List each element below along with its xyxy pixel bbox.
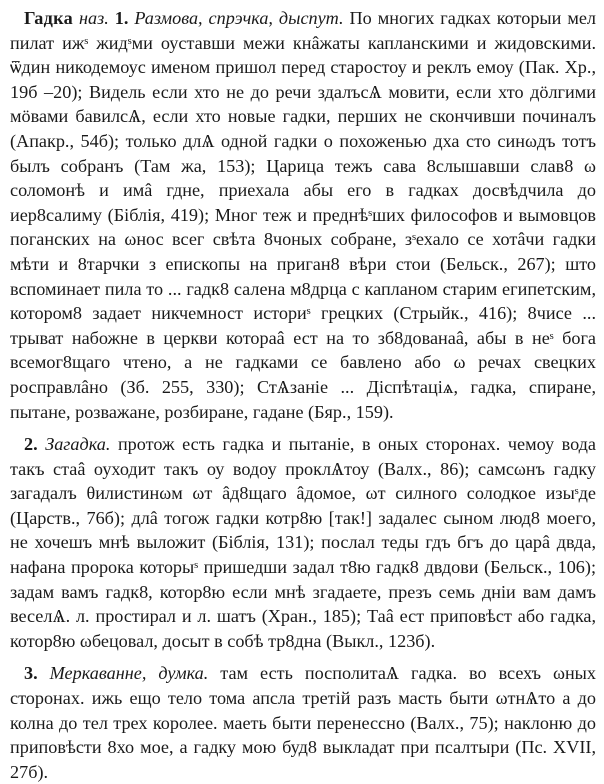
dictionary-entry: [10, 6, 596, 784]
sense-definition: Меркаванне, думка.: [49, 663, 209, 684]
grammar-label: наз.: [79, 8, 109, 28]
sense-2: [10, 432, 596, 653]
sense-citations: протож есть гадка и пытаніе, в оных сторонах. чемоу вода такъ стаâ оуходит такъ оу водоу проклѦтоу (Валх., 86); самсωнъ гадку загадалъ θилистинωм ωт âд8щаго âдомое, ωт силного солодкое изыˢде (Царств., 76б); длâ тогож гадки котр8ю [так!] задалес сыном люд8 моего, не хочешъ мнѣ выложит (Біблія, 131); послал теды гдъ бгъ до царâ двда, нафана пророка которыˢ пришедши задал т8ю гадк8 двдови (Бельск., 106); задам вамъ гадк8, котор8ю если мнѣ згадаете, презъ семь днiи вам дамъ веселѦ. л. простирал и л. шатъ (Хран., 185); Таâ ест приповѣст або гадка, котор8ю ωбецовал, досыт в собѣ тр8дна (Выкл., 123б).: [10, 434, 596, 651]
sense-definition: Размова, спрэчка, дыспут.: [134, 8, 344, 28]
sense-citations: там есть посполитаѦ гадка. во всехъ ωных сторонах. ижь ещо тело тома апсла третій разъ масть быти ωтнѦто а до колна до тел трех королее. маеть быти перенессно (Валх., 75); наклоню до приповѣсти 8хо мое, а гадку мою буд8 выкладат при псалтыри (Пс. XVII, 27б).: [10, 663, 597, 782]
sense-definition: Загадка.: [45, 434, 111, 455]
sense-number: 1.: [114, 8, 129, 28]
sense-number: 3.: [24, 663, 38, 684]
sense-citations: По многих гадках которыи мел пилат ижˢ жидˢми оуставши межи кнâжаты капланскими и жидовскими. ѿдин никодемоус именом пришол перед старостоу и реклъ емоу (Пак. Хр., 19б –20); Видель если хто не до речи здалъсѦ мовити, если хто дöлгими мöвами бавилсѦ, если хто новые гадки, перших не скончивши починалъ (Апакр., 54б); только длѦ одной гадки о похоженью дха сто синωдъ тотъ былъ собранъ (Там жа, 153); Царица тежъ сава 8слышавши слав8 ω соломонѣ и имâ гдне, приехала абы его в гадках досвѣдчила до иер8салиму (Біблія, 419); Мног теж и преднѣˢших философов и вымовцов поганских на ωнос всег свѣта 8чоных собране, зˢехало се хотâчи гадки мѣти и 8тарчки з епископы на приган8 вѣри стои (Бельск., 267); што вспоминает пила то ... гадк8 салена м8дрца с капланом старим египетским, котором8 задает никчемност историˢ грецких (Стрыйк., 416); 8чисе ... трыват набожне в церкви котораâ ест на то зб8дованаâ, абы в неˢ бога всемог8щаго чтено, а не гадками се бавлено або ω речах свецких росправлâно (Зб. 255, 330); СтѦзаніе ... Діспѣтаціѧ, гадка, спиране, пытане, розважане, розбиране, гадане (Бяр., 159).: [10, 8, 596, 422]
headword: Гадка: [24, 8, 74, 28]
sense-number: 2.: [24, 434, 38, 455]
sense-3: [10, 661, 596, 784]
sense-1: [10, 6, 596, 424]
